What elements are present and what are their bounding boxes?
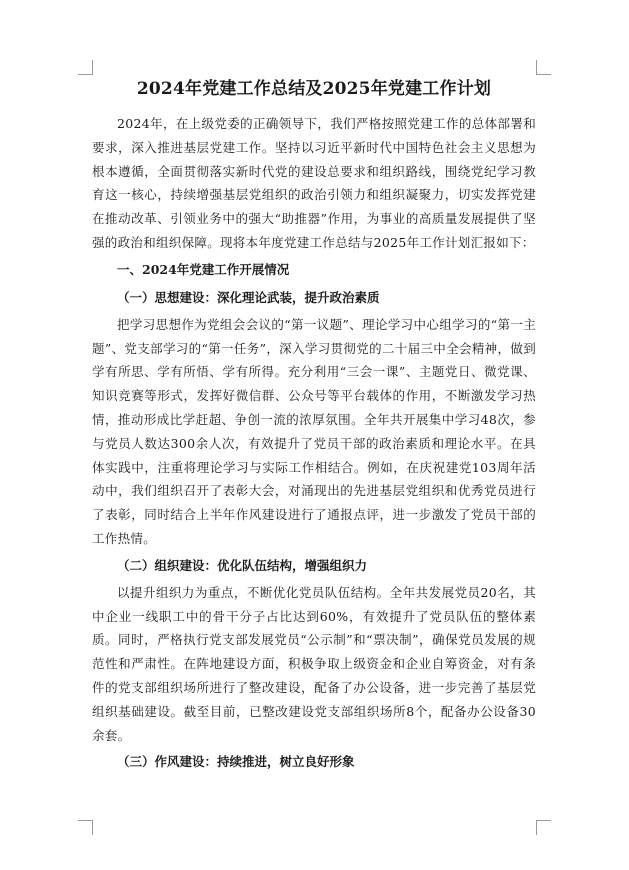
subsection-heading-3: （三）作风建设：持续推进，树立良好形象: [117, 754, 355, 770]
intro-paragraph: 2024年，在上级党委的正确领导下，我们严格按照党建工作的总体部署和要求，深入推进基层党建工作。坚持以习近平新时代中国特色社会主义思想为根本遵循，全面贯彻落实新时代党的建设总要求和组织路线，围绕党纪学习教育这一核心，持续增强基层党组织的政治引领力和组织凝聚力，切实发挥党建在推动改革、引领业务中的强大“助推器”作用，为事业的高质量发展提供了坚强的政治和组织保障。现将本年度党建工作总结与2025年工作计划汇报如下：: [92, 116, 536, 250]
subsection-heading-2: （二）组织建设：优化队伍结构，增强组织力: [117, 557, 368, 573]
section-heading-1: 一、2024年党建工作开展情况: [117, 261, 290, 277]
crop-mark-top-right: [536, 60, 551, 75]
subsection-body-2: 以提升组织力为重点，不断优化党员队伍结构。全年共发展党员20名，其中企业一线职工中的骨干分子占比达到60%，有效提升了党员队伍的整体素质。同时，严格执行党支部发展党员“公示制”和“票决制”，确保党员发展的规范性和严肃性。在阵地建设方面，积极争取上级资金和企业自筹资金，对有条件的党支部组织场所进行了整改建设，配备了办公设备，进一步完善了基层党组织基础建设。截至目前，已整改建设党支部组织场所8个，配备办公设备30余套。: [92, 584, 536, 743]
crop-mark-bottom-left: [78, 820, 93, 835]
document-body: [92, 76, 536, 777]
subsection-heading-1: （一）思想建设：深化理论武装，提升政治素质: [117, 289, 380, 305]
document-title: 2024年党建工作总结及2025年党建工作计划: [136, 79, 492, 99]
crop-mark-bottom-right: [536, 820, 551, 835]
crop-mark-top-left: [78, 60, 93, 75]
subsection-body-1: 把学习思想作为党组会会议的“第一议题”、理论学习中心组学习的“第一主题”、党支部学习的“第一任务”，深入学习贯彻党的二十届三中全会精神，做到学有所思、学有所悟、学有所得。充分利用“三会一课”、主题党日、微党课、知识竞赛等形式，发挥好微信群、公众号等平台载体的作用，不断激发学习热情，推动形成比学赶超、争创一流的浓厚氛围。全年共开展集中学习48次，参与党员人数达300余人次，有效提升了党员干部的政治素质和理论水平。在具体实践中，注重将理论学习与实际工作相结合。例如，在庆祝建党103周年活动中，我们组织召开了表彰大会，对涌现出的先进基层党组织和优秀党员进行了表彰，同时结合上半年作风建设进行了通报点评，进一步激发了党员干部的工作热情。: [92, 316, 536, 546]
